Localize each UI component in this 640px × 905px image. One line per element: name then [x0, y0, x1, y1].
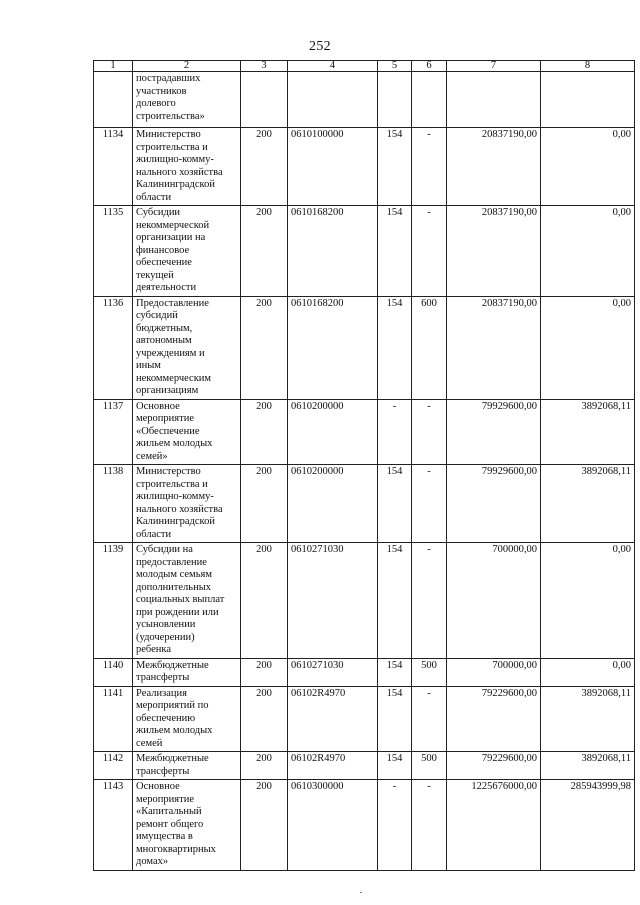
- row-number-cell: 1139: [94, 543, 133, 659]
- expense-type-cell: -: [412, 686, 447, 752]
- column-header: 2: [133, 61, 241, 72]
- amount-cell: 79929600,00: [447, 465, 541, 543]
- amount-extra-cell: [541, 72, 635, 128]
- row-name-cell: [133, 752, 241, 780]
- row-name-line: субсидий: [136, 310, 178, 321]
- row-name-line: при рождении или: [136, 606, 219, 618]
- expense-type-cell: 600: [412, 296, 447, 399]
- expense-type-cell: -: [412, 780, 447, 871]
- row-name-line: Калининградской: [136, 179, 215, 190]
- row-number-cell: 1140: [94, 658, 133, 686]
- row-name-line: Калининградской: [136, 516, 215, 527]
- row-name-line: трансферты: [136, 672, 190, 683]
- amount-extra-cell: 3892068,11: [541, 399, 635, 465]
- row-name-cell: [133, 465, 241, 543]
- row-name-line: «Обеспечение: [136, 425, 200, 437]
- row-name-line: Межбюджетные: [136, 659, 209, 671]
- admin-code-cell: 200: [241, 658, 288, 686]
- row-name-line: «Капитальный: [136, 806, 202, 817]
- row-name-line: Министерство: [136, 466, 201, 477]
- row-name-line: семей»: [136, 450, 168, 462]
- target-article-cell: 0610168200: [288, 206, 378, 297]
- expense-type-cell: -: [412, 128, 447, 206]
- amount-extra-cell: 0,00: [541, 543, 635, 659]
- table-row: [94, 686, 635, 752]
- row-name-line: дополнительных: [136, 581, 212, 593]
- row-name-line: (удочерении): [136, 631, 195, 643]
- row-name-line: жильем молодых: [136, 725, 213, 736]
- row-name-line: Предоставление: [136, 297, 209, 309]
- amount-cell: 20837190,00: [447, 128, 541, 206]
- row-name-cell: [133, 399, 241, 465]
- amount-extra-cell: 0,00: [541, 206, 635, 297]
- amount-extra-cell: 3892068,11: [541, 752, 635, 780]
- admin-code-cell: 200: [241, 780, 288, 871]
- row-name-line: строительства и: [136, 141, 208, 153]
- target-article-cell: 0610300000: [288, 780, 378, 871]
- table-row: [94, 543, 635, 659]
- page-number: 252: [309, 39, 331, 54]
- table-row: [94, 128, 635, 206]
- row-name-line: Основное: [136, 400, 180, 412]
- ministry-code-cell: 154: [378, 686, 412, 752]
- row-name-line: области: [136, 191, 172, 203]
- row-name-cell: [133, 686, 241, 752]
- row-name-line: некоммерческим: [136, 372, 212, 384]
- header-row: [94, 61, 635, 72]
- table-row: [94, 780, 635, 871]
- amount-cell: 79229600,00: [447, 686, 541, 752]
- amount-extra-cell: 0,00: [541, 658, 635, 686]
- amount-cell: [447, 72, 541, 128]
- row-name-line: жилищно-комму-: [136, 491, 214, 502]
- scan-speck: [360, 892, 362, 893]
- row-name-line: Субсидии: [136, 207, 181, 218]
- table-row: [94, 465, 635, 543]
- row-name-line: автономным: [136, 335, 192, 346]
- target-article-cell: 0610168200: [288, 296, 378, 399]
- row-name-line: финансовое: [136, 244, 190, 256]
- row-name-line: строительства и: [136, 478, 208, 490]
- amount-cell: 20837190,00: [447, 296, 541, 399]
- table-body: [94, 72, 635, 871]
- target-article-cell: [288, 72, 378, 128]
- row-name-line: предоставление: [136, 556, 207, 568]
- row-name-line: жильем молодых: [136, 438, 213, 449]
- expense-type-cell: -: [412, 399, 447, 465]
- ministry-code-cell: 154: [378, 206, 412, 297]
- row-number-cell: 1141: [94, 686, 133, 752]
- admin-code-cell: 200: [241, 206, 288, 297]
- amount-extra-cell: 0,00: [541, 128, 635, 206]
- row-name-cell: [133, 658, 241, 686]
- ministry-code-cell: [378, 72, 412, 128]
- target-article-cell: 0610200000: [288, 399, 378, 465]
- row-name-line: мероприятие: [136, 413, 194, 424]
- target-article-cell: 06102R4970: [288, 686, 378, 752]
- table-row: [94, 206, 635, 297]
- amount-cell: 20837190,00: [447, 206, 541, 297]
- row-name-line: участников: [136, 85, 187, 97]
- column-header: 4: [288, 61, 378, 72]
- row-name-line: организации на: [136, 232, 206, 243]
- row-number-cell: 1143: [94, 780, 133, 871]
- target-article-cell: 0610271030: [288, 543, 378, 659]
- row-name-line: обеспечению: [136, 712, 196, 724]
- expense-type-cell: 500: [412, 658, 447, 686]
- table-row: [94, 752, 635, 780]
- row-name-line: социальных выплат: [136, 594, 225, 605]
- expense-type-cell: -: [412, 465, 447, 543]
- target-article-cell: 0610271030: [288, 658, 378, 686]
- admin-code-cell: 200: [241, 686, 288, 752]
- row-number-cell: 1137: [94, 399, 133, 465]
- row-name-line: ремонт общего: [136, 818, 204, 830]
- admin-code-cell: 200: [241, 128, 288, 206]
- ministry-code-cell: 154: [378, 128, 412, 206]
- row-name-cell: [133, 206, 241, 297]
- column-header: 8: [541, 61, 635, 72]
- expense-type-cell: -: [412, 206, 447, 297]
- ministry-code-cell: 154: [378, 465, 412, 543]
- amount-extra-cell: 3892068,11: [541, 686, 635, 752]
- column-header: 1: [94, 61, 133, 72]
- row-name-line: бюджетным,: [136, 322, 193, 334]
- table-row: [94, 399, 635, 465]
- amount-cell: 79929600,00: [447, 399, 541, 465]
- target-article-cell: 0610100000: [288, 128, 378, 206]
- row-name-line: мероприятие: [136, 793, 194, 805]
- row-name-line: обеспечение: [136, 257, 192, 268]
- row-name-line: области: [136, 528, 172, 540]
- row-name-line: имущества в: [136, 831, 193, 842]
- table-row: [94, 296, 635, 399]
- expense-type-cell: -: [412, 543, 447, 659]
- row-name-line: некоммерческой: [136, 219, 210, 231]
- row-name-cell: [133, 128, 241, 206]
- row-name-line: многоквартирных: [136, 843, 216, 855]
- expense-type-cell: 500: [412, 752, 447, 780]
- amount-extra-cell: 285943999,98: [541, 780, 635, 871]
- row-number-cell: 1135: [94, 206, 133, 297]
- row-name-line: долевого: [136, 98, 176, 109]
- table-row: [94, 658, 635, 686]
- column-header: 7: [447, 61, 541, 72]
- amount-cell: 700000,00: [447, 543, 541, 659]
- row-name-line: Реализация: [136, 687, 187, 699]
- row-name-line: мероприятий по: [136, 700, 209, 711]
- table-row: [94, 72, 635, 128]
- admin-code-cell: 200: [241, 296, 288, 399]
- admin-code-cell: [241, 72, 288, 128]
- admin-code-cell: 200: [241, 399, 288, 465]
- budget-table: [93, 60, 635, 871]
- row-name-line: домах»: [136, 856, 169, 867]
- row-name-line: Межбюджетные: [136, 753, 209, 764]
- row-name-line: учреждениям и: [136, 347, 205, 359]
- row-name-line: жилищно-комму-: [136, 154, 214, 165]
- admin-code-cell: 200: [241, 465, 288, 543]
- column-header: 6: [412, 61, 447, 72]
- ministry-code-cell: 154: [378, 752, 412, 780]
- ministry-code-cell: -: [378, 780, 412, 871]
- ministry-code-cell: 154: [378, 296, 412, 399]
- ministry-code-cell: 154: [378, 658, 412, 686]
- row-name-line: деятельности: [136, 282, 197, 293]
- row-name-line: Субсидии на: [136, 544, 193, 555]
- expense-type-cell: [412, 72, 447, 128]
- row-name-line: Основное: [136, 781, 180, 792]
- row-name-cell: [133, 780, 241, 871]
- column-header: 5: [378, 61, 412, 72]
- ministry-code-cell: 154: [378, 543, 412, 659]
- row-name-line: нального хозяйства: [136, 166, 223, 178]
- amount-cell: 79229600,00: [447, 752, 541, 780]
- row-name-cell: [133, 72, 241, 128]
- row-name-line: организациям: [136, 385, 199, 396]
- row-name-line: нального хозяйства: [136, 503, 223, 515]
- row-name-line: текущей: [136, 269, 174, 281]
- target-article-cell: 06102R4970: [288, 752, 378, 780]
- row-name-line: молодым семьям: [136, 569, 212, 580]
- amount-cell: 700000,00: [447, 658, 541, 686]
- amount-extra-cell: 3892068,11: [541, 465, 635, 543]
- row-number-cell: 1142: [94, 752, 133, 780]
- ministry-code-cell: -: [378, 399, 412, 465]
- row-name-line: семей: [136, 737, 163, 749]
- amount-cell: 1225676000,00: [447, 780, 541, 871]
- row-number-cell: [94, 72, 133, 128]
- row-name-line: Министерство: [136, 129, 201, 140]
- row-name-line: усыновлении: [136, 619, 196, 630]
- row-name-line: строительства»: [136, 110, 205, 122]
- row-number-cell: 1134: [94, 128, 133, 206]
- row-name-cell: [133, 543, 241, 659]
- amount-extra-cell: 0,00: [541, 296, 635, 399]
- row-name-line: ребенка: [136, 644, 171, 655]
- target-article-cell: 0610200000: [288, 465, 378, 543]
- row-name-cell: [133, 296, 241, 399]
- row-name-line: иным: [136, 360, 161, 371]
- row-name-line: трансферты: [136, 765, 190, 777]
- row-name-line: пострадавших: [136, 73, 201, 84]
- column-header: 3: [241, 61, 288, 72]
- admin-code-cell: 200: [241, 543, 288, 659]
- row-number-cell: 1136: [94, 296, 133, 399]
- admin-code-cell: 200: [241, 752, 288, 780]
- row-number-cell: 1138: [94, 465, 133, 543]
